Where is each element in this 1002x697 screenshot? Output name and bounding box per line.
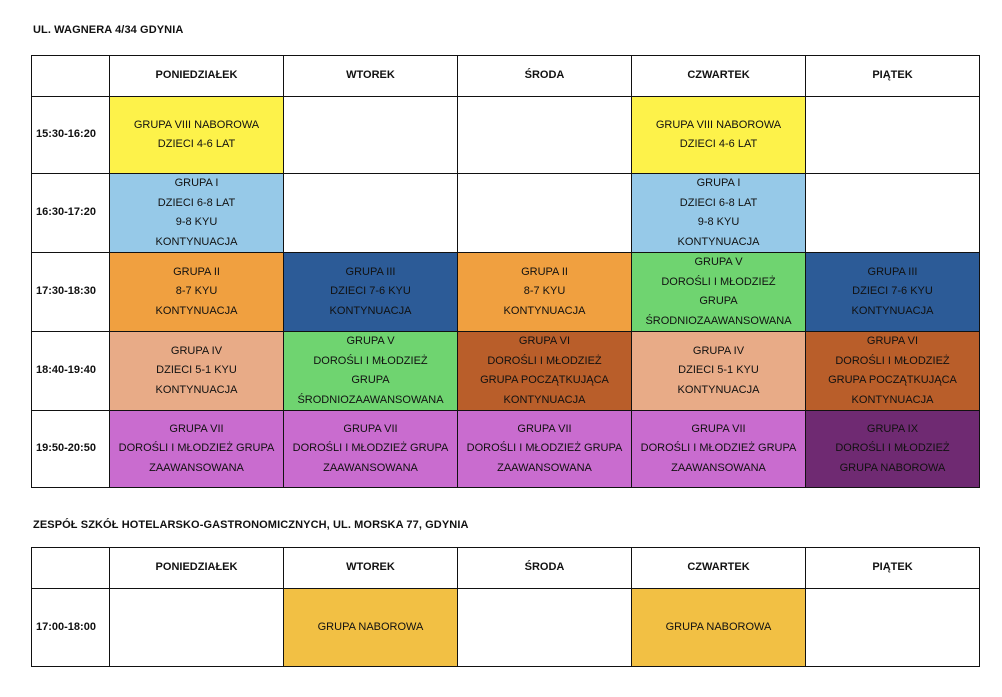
- class-line: GRUPA VIII NABOROWA: [655, 118, 782, 131]
- empty-cell: [110, 589, 284, 667]
- class-cell: [110, 174, 284, 253]
- class-line: ŚRODNIOZAAWANSOWANA: [645, 314, 792, 327]
- class-line: GRUPA III: [867, 265, 918, 278]
- class-line: KONTYNUACJA: [329, 304, 412, 317]
- class-line: 9-8 KYU: [175, 216, 218, 228]
- class-line: KONTYNUACJA: [503, 304, 586, 317]
- class-line: GRUPA POCZĄTKUJĄCA: [828, 374, 957, 386]
- class-line: DOROŚLI I MŁODZIEŻ GRUPA: [292, 442, 449, 455]
- class-line: DZIECI 6-8 LAT: [157, 196, 236, 209]
- class-cell: [632, 253, 806, 332]
- class-line: DZIECI 7-6 KYU: [330, 285, 411, 298]
- class-line: KONTYNUACJA: [851, 304, 934, 317]
- class-cell: [284, 589, 458, 667]
- schedule-row: [32, 97, 980, 174]
- class-line: DOROŚLI I MŁODZIEŻ GRUPA: [118, 442, 275, 455]
- class-line: GRUPA V: [346, 335, 395, 347]
- class-line: ŚRODNIOZAAWANSOWANA: [297, 393, 444, 406]
- class-line: 8-7 KYU: [523, 285, 566, 298]
- class-line: GRUPA: [699, 295, 738, 307]
- time-slot: 17:00-18:00: [32, 589, 110, 667]
- class-line: 9-8 KYU: [697, 216, 740, 228]
- empty-cell: [458, 589, 632, 667]
- class-line: GRUPA II: [521, 265, 568, 278]
- day-header: CZWARTEK: [632, 548, 806, 589]
- class-line: DZIECI 4-6 LAT: [157, 138, 236, 150]
- class-line: ZAAWANSOWANA: [497, 461, 592, 474]
- class-line: KONTYNUACJA: [155, 235, 238, 248]
- class-cell: [110, 411, 284, 488]
- empty-cell: [284, 97, 458, 174]
- class-line: DOROŚLI I MŁODZIEŻ GRUPA: [466, 442, 623, 455]
- schedule-table-wagnera: [31, 55, 980, 488]
- day-header: ŚRODA: [458, 56, 632, 97]
- class-line: DZIECI 5-1 KYU: [156, 364, 237, 377]
- class-line: DZIECI 7-6 KYU: [852, 285, 933, 298]
- class-cell: [110, 97, 284, 174]
- class-line: GRUPA NABOROWA: [665, 620, 772, 633]
- corner-cell: [32, 56, 110, 97]
- class-cell: [284, 411, 458, 488]
- class-line: GRUPA I: [696, 177, 741, 189]
- class-line: KONTYNUACJA: [155, 304, 238, 317]
- time-slot: 18:40-19:40: [32, 332, 110, 411]
- empty-cell: [458, 97, 632, 174]
- schedule-row: [32, 411, 980, 488]
- class-cell: [806, 332, 980, 411]
- class-line: GRUPA II: [173, 265, 220, 278]
- class-cell: [632, 411, 806, 488]
- class-line: GRUPA I: [174, 177, 219, 189]
- class-cell: [806, 253, 980, 332]
- class-line: GRUPA VII: [343, 422, 398, 435]
- time-slot: 17:30-18:30: [32, 253, 110, 332]
- class-line: KONTYNUACJA: [677, 383, 760, 396]
- day-header: CZWARTEK: [632, 56, 806, 97]
- time-slot: 16:30-17:20: [32, 174, 110, 253]
- day-header: PIĄTEK: [806, 56, 980, 97]
- day-header: WTOREK: [284, 56, 458, 97]
- class-line: GRUPA VI: [866, 335, 919, 347]
- schedule-table-morska: [31, 547, 980, 667]
- header-row: [32, 548, 980, 589]
- day-header: ŚRODA: [458, 548, 632, 589]
- schedule-row: [32, 589, 980, 667]
- class-line: GRUPA IX: [866, 422, 919, 435]
- header-row: [32, 56, 980, 97]
- schedule-row: [32, 253, 980, 332]
- class-cell: [284, 253, 458, 332]
- day-header: PONIEDZIAŁEK: [110, 56, 284, 97]
- class-line: GRUPA: [351, 374, 390, 386]
- class-line: KONTYNUACJA: [503, 393, 586, 406]
- time-slot: 15:30-16:20: [32, 97, 110, 174]
- class-line: DOROŚLI I MŁODZIEŻ: [487, 354, 602, 367]
- class-line: KONTYNUACJA: [851, 393, 934, 406]
- class-line: GRUPA VI: [518, 335, 571, 347]
- schedule-row: [32, 174, 980, 253]
- class-cell: [284, 332, 458, 411]
- class-cell: [632, 97, 806, 174]
- empty-cell: [284, 174, 458, 253]
- empty-cell: [806, 174, 980, 253]
- class-cell: [458, 253, 632, 332]
- class-line: KONTYNUACJA: [155, 383, 238, 396]
- empty-cell: [458, 174, 632, 253]
- time-slot: 19:50-20:50: [32, 411, 110, 488]
- class-line: GRUPA IV: [170, 344, 223, 357]
- day-header: PIĄTEK: [806, 548, 980, 589]
- class-line: GRUPA POCZĄTKUJĄCA: [480, 374, 609, 386]
- class-line: 8-7 KYU: [175, 285, 218, 298]
- empty-cell: [806, 97, 980, 174]
- day-header: WTOREK: [284, 548, 458, 589]
- class-line: DOROŚLI I MŁODZIEŻ: [835, 442, 950, 455]
- class-cell: [806, 411, 980, 488]
- schedule-body: [32, 97, 980, 488]
- class-cell: [632, 174, 806, 253]
- class-cell: [110, 253, 284, 332]
- corner-cell: [32, 548, 110, 589]
- class-cell: [458, 332, 632, 411]
- class-line: DOROŚLI I MŁODZIEŻ: [661, 275, 776, 288]
- class-cell: [632, 332, 806, 411]
- class-cell: [632, 589, 806, 667]
- class-line: DZIECI 4-6 LAT: [679, 138, 758, 150]
- class-cell: [458, 411, 632, 488]
- class-line: KONTYNUACJA: [677, 235, 760, 248]
- class-line: ZAAWANSOWANA: [323, 461, 418, 474]
- empty-cell: [806, 589, 980, 667]
- class-line: GRUPA VII: [169, 422, 224, 435]
- class-line: GRUPA VII: [517, 422, 572, 435]
- class-line: DZIECI 6-8 LAT: [679, 196, 758, 209]
- schedule-row: [32, 332, 980, 411]
- location-title-morska: ZESPÓŁ SZKÓŁ HOTELARSKO-GASTRONOMICZNYCH, UL. MORSKA 77, GDYNIA: [33, 519, 469, 531]
- location-title-wagnera: UL. WAGNERA 4/34 GDYNIA: [33, 24, 184, 36]
- class-line: ZAAWANSOWANA: [671, 461, 766, 474]
- class-line: DOROŚLI I MŁODZIEŻ: [313, 354, 428, 367]
- class-line: GRUPA IV: [692, 344, 745, 357]
- class-line: ZAAWANSOWANA: [149, 461, 244, 474]
- day-header: PONIEDZIAŁEK: [110, 548, 284, 589]
- class-cell: [110, 332, 284, 411]
- class-line: DOROŚLI I MŁODZIEŻ GRUPA: [640, 442, 797, 455]
- class-line: GRUPA III: [345, 265, 396, 278]
- class-line: GRUPA NABOROWA: [839, 461, 946, 474]
- schedule-body: [32, 589, 980, 667]
- class-line: GRUPA VII: [691, 422, 746, 435]
- class-line: GRUPA NABOROWA: [317, 620, 424, 633]
- class-line: GRUPA VIII NABOROWA: [133, 118, 260, 131]
- class-line: DZIECI 5-1 KYU: [678, 364, 759, 377]
- class-line: GRUPA V: [694, 256, 743, 268]
- class-line: DOROŚLI I MŁODZIEŻ: [835, 354, 950, 367]
